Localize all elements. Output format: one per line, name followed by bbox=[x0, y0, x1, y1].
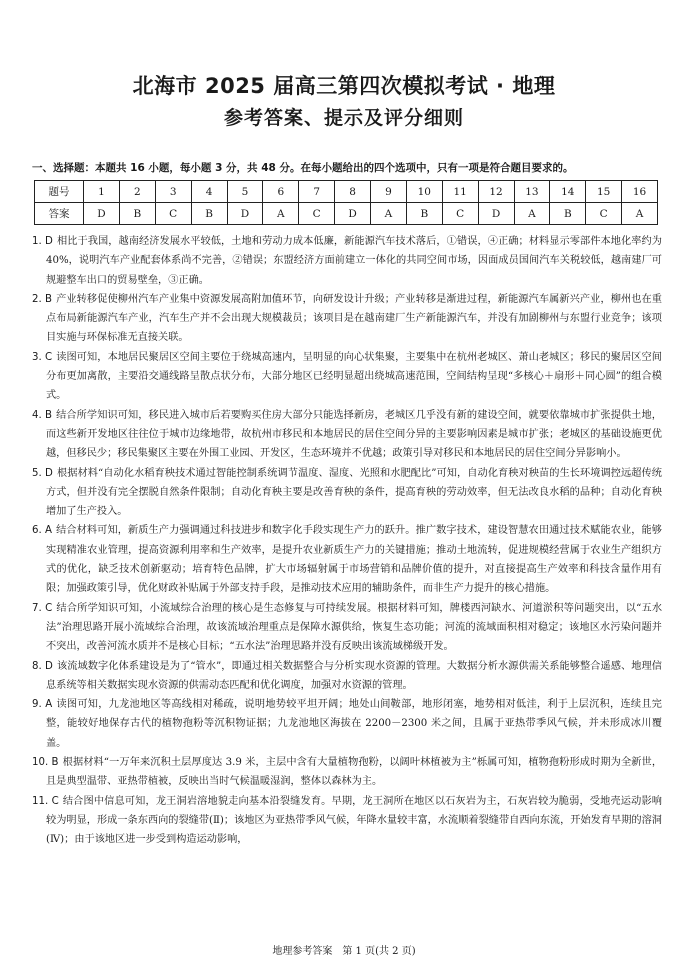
table-cell-answer: D bbox=[84, 203, 120, 225]
table-cell-number: 4 bbox=[191, 181, 227, 203]
explanation-item bbox=[32, 232, 662, 290]
item-number: 11. C bbox=[32, 795, 59, 807]
item-number: 7. C bbox=[32, 602, 53, 614]
explanation-item bbox=[32, 599, 662, 657]
explanation-item bbox=[32, 792, 662, 850]
item-number: 6. A bbox=[32, 525, 53, 537]
answer-table bbox=[34, 180, 658, 225]
table-cell-answer: B bbox=[550, 203, 586, 225]
answer-table-answer-row bbox=[35, 203, 658, 225]
table-label-answer: 答案 bbox=[35, 203, 84, 225]
explanation-item bbox=[32, 464, 662, 522]
item-number: 1. D bbox=[32, 236, 53, 247]
table-cell-answer: C bbox=[299, 203, 335, 225]
table-cell-number: 10 bbox=[406, 181, 442, 203]
table-cell-answer: B bbox=[406, 203, 442, 225]
table-cell-number: 5 bbox=[227, 181, 263, 203]
item-number: 9. A bbox=[32, 699, 53, 711]
table-cell-number: 2 bbox=[119, 181, 155, 203]
item-text: 结合图中信息可知，龙王洞岩溶地貌走向基本沿裂缝发育。早期，龙王洞所在地区以石灰岩为主，石灰岩较为脆弱，受地壳运动影响较为明显，形成一条东西向的裂缝带(Ⅱ)；该地区为亚热带季风气候，年降水量较丰富，水流顺着裂缝带自西向东流，开始发育早期的溶洞(Ⅳ)；由于该地区进一步受到构造运动影响， bbox=[46, 795, 662, 846]
explanation-item bbox=[32, 695, 662, 753]
item-number: 2. B bbox=[32, 293, 53, 305]
table-cell-answer: B bbox=[119, 203, 155, 225]
item-number: 4. B bbox=[32, 409, 53, 421]
item-text: 该流域数字化体系建设是为了“管水”，即通过相关数据整合与分析实现水资源的管理。大数据分析水源供需关系能够整合遥感、地理信息系统等相关数据实现水资源的供需动态匹配和优化调度，加强对水资源的管理。 bbox=[46, 660, 662, 691]
explanation-item bbox=[32, 521, 662, 598]
item-text: 根据材料“一万年来沉积土层厚度达 3.9 米，主层中含有大量植物孢粉，以阔叶林植被为主”栎属可知，植物孢粉形成时期为全新世，且是典型温带、亚热带植被，反映出当时气候温暖湿润，整体以森林为主。 bbox=[46, 757, 663, 788]
item-text: 读图可知，本地居民聚居区空间主要位于绕城高速内，呈明显的向心状集聚，主要集中在杭州老城区、萧山老城区；移民的聚居区空间分布更加离散，主要沿交通线路呈散点状分布，大部分地区已经明显超出绕城高速范围，空间结构呈现“多核心＋扇形＋同心圆”的组合模式。 bbox=[46, 351, 662, 402]
item-text: 读图可知，九龙池地区等高线相对稀疏，说明地势较平坦开阔；地处山间鞍部，地形闭塞，地势相对低洼，利于上层沉积，连续且完整，能较好地保存古代的植物孢粉等沉积物证据；九龙池地区海拔在 2200－2300 米之间，且属于亚热带季风气候，并未形成冰川覆盖。 bbox=[46, 699, 662, 749]
item-text: 根据材料“自动化水稻育秧技术通过智能控制系统调节温度、湿度、光照和水肥配比”可知，自动化育秧对秧苗的生长环境调控远超传统方式，但并没有完全摆脱自然条件限制；自动化育秧主要是改善育秧的条件，提高育秧的劳动效率，但无法改良水稻的品种；自动化育秧增加了生产投入。 bbox=[46, 467, 662, 518]
table-label-number: 题号 bbox=[35, 181, 84, 203]
table-cell-answer: C bbox=[586, 203, 622, 225]
table-cell-answer: A bbox=[514, 203, 550, 225]
item-number: 10. B bbox=[32, 757, 59, 769]
table-cell-number: 14 bbox=[550, 181, 586, 203]
table-cell-answer: C bbox=[442, 203, 478, 225]
table-cell-number: 11 bbox=[442, 181, 478, 203]
item-number: 5. D bbox=[32, 467, 53, 479]
item-number: 8. D bbox=[32, 660, 53, 672]
section-heading: 一、选择题：本题共 16 小题，每小题 3 分，共 48 分。在每小题给出的四个选项中，只有一项是符合题目要求的。 bbox=[32, 162, 574, 174]
document-title: 北海市 2025 届高三第四次模拟考试 · 地理 bbox=[132, 74, 556, 98]
table-cell-answer: D bbox=[335, 203, 371, 225]
table-cell-answer: A bbox=[622, 203, 658, 225]
answer-table-number-row bbox=[35, 181, 658, 203]
explanation-item bbox=[32, 406, 662, 464]
item-number: 3. C bbox=[32, 351, 53, 363]
explanation-item bbox=[32, 348, 662, 406]
table-cell-number: 15 bbox=[586, 181, 622, 203]
explanation-item bbox=[32, 290, 662, 348]
table-cell-number: 6 bbox=[263, 181, 299, 203]
table-cell-number: 7 bbox=[299, 181, 335, 203]
table-cell-answer: A bbox=[371, 203, 407, 225]
table-cell-number: 9 bbox=[371, 181, 407, 203]
table-cell-number: 3 bbox=[155, 181, 191, 203]
explanation-item bbox=[32, 657, 662, 696]
table-cell-answer: C bbox=[155, 203, 191, 225]
table-cell-answer: D bbox=[478, 203, 514, 225]
item-text: 结合所学知识可知，移民进入城市后若要购买住房大部分只能选择新房，老城区几乎没有新的建设空间，就要依靠城市扩张提供土地，而这些新开发地区往往位于城市边缘地带，故杭州市移民和本地居民的居住空间分异的主要影响因素是城市扩张；老城区的基础设施更优越，但移民少；移民集聚区主要在外围工业园、开发区，生态环境并不优越；政策引导对移民和本地居民的居住空间分异影响小。 bbox=[46, 409, 662, 460]
table-cell-number: 13 bbox=[514, 181, 550, 203]
page-footer: 地理参考答案 第 1 页(共 2 页) bbox=[272, 946, 416, 957]
document-subtitle: 参考答案、提示及评分细则 bbox=[223, 107, 464, 129]
table-cell-number: 1 bbox=[84, 181, 120, 203]
item-text: 结合所学知识可知，小流域综合治理的核心是生态修复与可持续发展。根据材料可知，牌楼西河缺水、河道淤积等问题突出，以“五水法”治理思路开展小流域综合治理，故该流域治理重点是保障水源供给，恢复生态功能；河流的流域面积相对稳定；该地区水污染问题并不突出，改善河流水质并不是核心目标；“五水法”治理思路并没有反映出该流域梯级开发。 bbox=[46, 602, 663, 653]
item-text: 相比于我国，越南经济发展水平较低，土地和劳动力成本低廉，新能源汽车技术落后，①错误，④正确；材料显示零部件本地化率约为 40%，说明汽车产业配套体系尚不完善，②错误；东盟经济方面前建立一体化的共同空间市场，因面成员国间汽车关税较低，越南建厂可规避整车出口的贸易壁垒，③正确。 bbox=[46, 236, 662, 286]
table-cell-number: 16 bbox=[622, 181, 658, 203]
item-text: 结合材料可知，新质生产力强调通过科技进步和数字化手段实现生产力的跃升。推广数字技术，建设智慧农田通过技术赋能农业，能够实现精准农业管理，提高资源利用率和生产效率，是提升农业新质生产力的关键措施；推动土地流转，促进规模经营属于农业生产组织方式的优化，缺乏技术创新驱动；培育特色品牌，扩大市场辐射属于市场营销和品牌价值的提升，对直接提高生产效率和科技含量作用有限；加强政策引导，优化财政补贴属于外部支持手段，是推动技术应用的辅助条件，而非生产力提升的核心措施。 bbox=[46, 525, 662, 595]
table-cell-number: 8 bbox=[335, 181, 371, 203]
table-cell-answer: A bbox=[263, 203, 299, 225]
table-cell-answer: D bbox=[227, 203, 263, 225]
table-cell-number: 12 bbox=[478, 181, 514, 203]
explanation-list bbox=[32, 232, 662, 850]
explanation-item bbox=[32, 753, 662, 792]
table-cell-answer: B bbox=[191, 203, 227, 225]
item-text: 产业转移促使柳州汽车产业集中资源发展高附加值环节，向研发设计升级；产业转移是渐进过程，新能源汽车属新兴产业，柳州也在重点布局新能源汽车产业，汽车生产并不会出现大规模裁员；该项目是在越南建厂生产新能源汽车，并没有加剧柳州与东盟行业竞争；该项目实施与环保标准无直接关联。 bbox=[46, 293, 662, 344]
